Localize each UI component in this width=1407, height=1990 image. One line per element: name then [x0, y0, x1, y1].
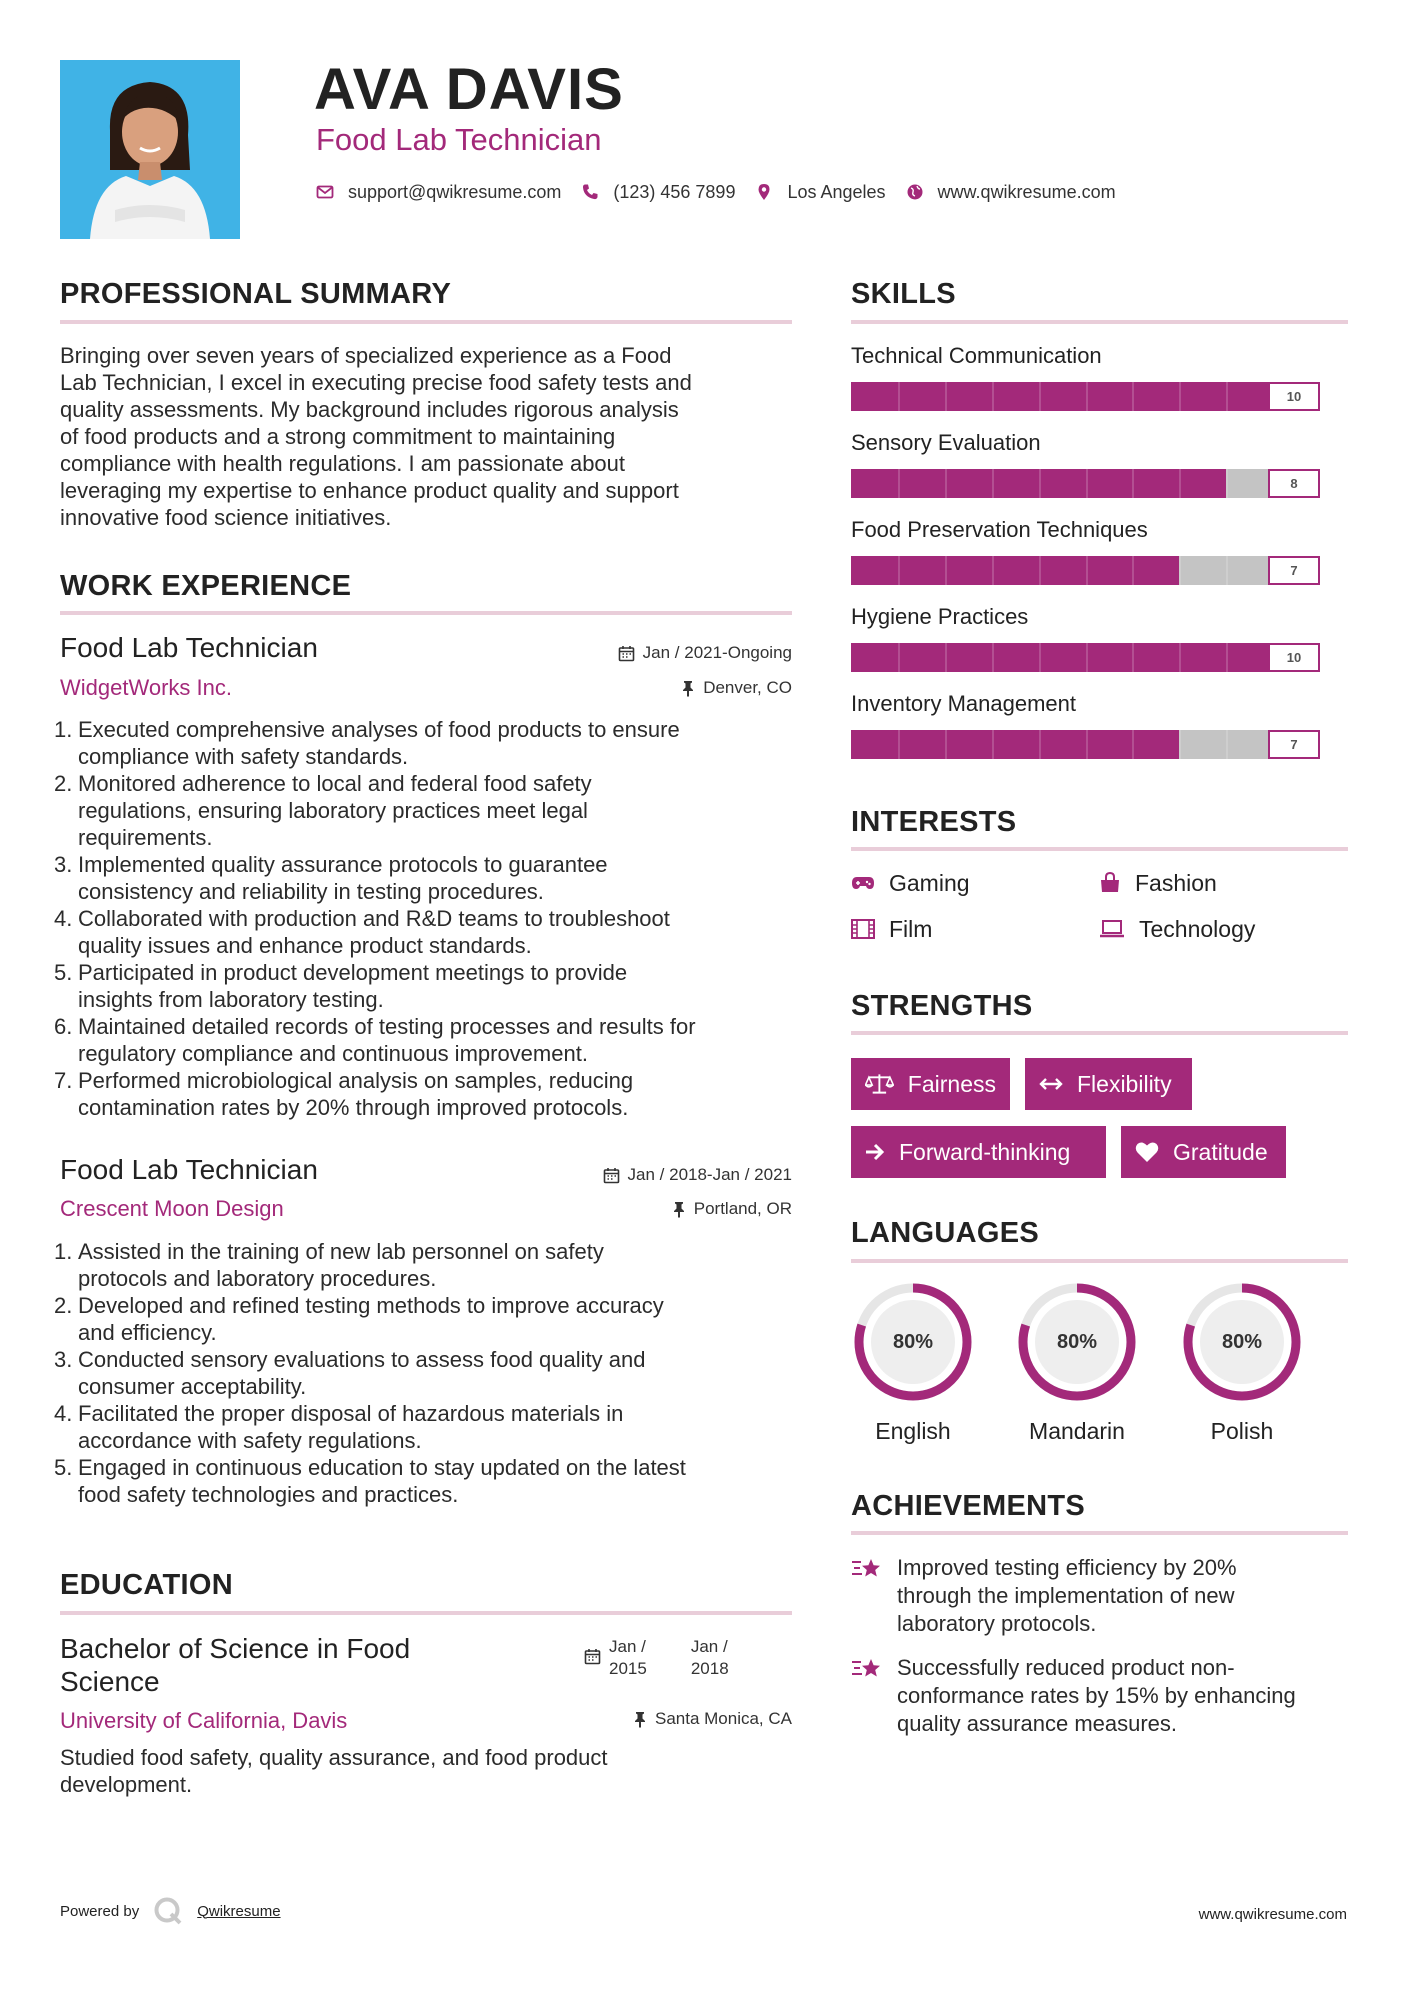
- job-title: Food Lab Technician: [60, 632, 318, 663]
- interest-item: Gaming: [851, 869, 970, 897]
- contact-website-text: www.qwikresume.com: [937, 182, 1116, 202]
- footer-powered-by: [60, 1896, 281, 1926]
- qwikresume-logo-icon: [153, 1896, 183, 1926]
- job-location: [500, 677, 792, 699]
- language-name: English: [875, 1418, 951, 1444]
- summary-line: Bringing over seven years of specialized experience as a Food: [60, 343, 672, 368]
- pushpin-icon: [633, 1711, 647, 1728]
- skill-bar-track: [851, 556, 1320, 585]
- contact-phone[interactable]: [581, 180, 735, 204]
- skill-bar-segment: [1039, 643, 1041, 672]
- profile-photo: [60, 60, 240, 239]
- list-item: Maintained detailed records of testing processes and results for regulatory compliance and continuous improvement.: [78, 1014, 696, 1066]
- phone-icon: [581, 183, 599, 201]
- calendar-icon: [603, 1167, 620, 1184]
- strengths-heading: STRENGTHS: [851, 990, 1033, 1022]
- job-dates-text: Jan / 2018-Jan / 2021: [627, 1165, 792, 1184]
- skill-bar-segment: [1179, 556, 1181, 585]
- skill-name: Food Preservation Techniques: [851, 517, 1148, 542]
- language-name: Polish: [1210, 1418, 1274, 1444]
- balance-scale-icon: [865, 1073, 894, 1095]
- skill-bar-segment: [1086, 643, 1088, 672]
- arrows-horizontal-icon: [1039, 1077, 1063, 1091]
- education-dates: Jan / 2015 Jan / 2018: [584, 1636, 729, 1680]
- achievement-item: Improved testing efficiency by 20% through the implementation of new laboratory protocols.: [851, 1554, 1351, 1638]
- strength-badge: Fairness: [851, 1058, 1010, 1110]
- shooting-star-icon: [851, 1556, 883, 1582]
- strength-badge: Gratitude: [1121, 1126, 1286, 1178]
- powered-by-text: Powered by: [60, 1902, 140, 1920]
- skill-bar-segment: [898, 382, 900, 411]
- skill-bar-segment: [1226, 382, 1228, 411]
- skill-bar-segment: [1132, 469, 1134, 498]
- education-location: Santa Monica, CA: [500, 1708, 792, 1730]
- skill-bar-segment: [898, 469, 900, 498]
- list-item: Engaged in continuous education to stay updated on the latest food safety technologies and practices.: [78, 1455, 686, 1507]
- skill-bar-segment: [1086, 469, 1088, 498]
- language-item: [851, 1280, 975, 1445]
- skill-bar-track: [851, 469, 1320, 498]
- language-percent: 80%: [1056, 1331, 1098, 1353]
- skill-bar-segment: [1226, 643, 1228, 672]
- skills-divider: [851, 320, 1348, 324]
- skill-bar-segment: [1179, 469, 1181, 498]
- job-dates: [500, 642, 792, 664]
- skill-bar-track: [851, 382, 1320, 411]
- list-item: Implemented quality assurance protocols to guarantee consistency and reliability in testing procedures.: [78, 852, 608, 904]
- languages-heading: LANGUAGES: [851, 1217, 1039, 1249]
- summary-divider: [60, 320, 792, 324]
- arrow-right-icon: [865, 1143, 885, 1161]
- skill-bar-segment: [1132, 556, 1134, 585]
- map-marker-icon: [755, 183, 773, 201]
- language-progress-ring: [851, 1280, 975, 1404]
- degree-title: Bachelor of Science in Food Science: [60, 1633, 411, 1697]
- skill-name: Inventory Management: [851, 691, 1077, 716]
- contact-location: [755, 180, 885, 204]
- skill-bar-segment: [992, 469, 994, 498]
- skill-bar-fill: [851, 730, 1179, 759]
- skill-bar-segment: [898, 643, 900, 672]
- language-item: [1180, 1280, 1304, 1445]
- summary-heading: PROFESSIONAL SUMMARY: [60, 278, 452, 310]
- list-item: Developed and refined testing methods to improve accuracy and efficiency.: [78, 1293, 664, 1345]
- calendar-icon: [584, 1648, 601, 1665]
- skill-bar-segment: [1179, 730, 1181, 759]
- skill-bar-segment: [992, 382, 994, 411]
- footer-website[interactable]: www.qwikresume.com: [1198, 1906, 1347, 1923]
- skill-level-badge: 7: [1268, 556, 1320, 585]
- job-location-text: Denver, CO: [703, 678, 792, 697]
- skill-bar-track: [851, 643, 1320, 672]
- skill-bar-segment: [1132, 382, 1134, 411]
- skill-level-badge: 10: [1268, 382, 1320, 411]
- contact-email-text: support@qwikresume.com: [348, 182, 562, 202]
- list-item: Monitored adherence to local and federal food safety regulations, ensuring laboratory practices meet legal requirements.: [78, 771, 592, 850]
- calendar-icon: [618, 645, 635, 662]
- skill-bar-segment: [1086, 730, 1088, 759]
- skill-level-badge: 8: [1268, 469, 1320, 498]
- skill-bar-segment: [1132, 730, 1134, 759]
- skill-bar-segment: [945, 730, 947, 759]
- skill-bar-segment: [992, 730, 994, 759]
- skill-bar-segment: [1039, 382, 1041, 411]
- job-title: Food Lab Technician: [60, 1154, 318, 1185]
- skills-heading: SKILLS: [851, 278, 956, 310]
- gamepad-icon: [851, 874, 875, 892]
- skill-bar-segment: [992, 556, 994, 585]
- list-item: Assisted in the training of new lab personnel on safety protocols and laboratory procedures.: [78, 1239, 604, 1291]
- pushpin-icon: [681, 680, 695, 697]
- language-progress-ring: [1180, 1280, 1304, 1404]
- skill-bar-segment: [1039, 469, 1041, 498]
- skill-bar-segment: [945, 469, 947, 498]
- list-item: Conducted sensory evaluations to assess food quality and consumer acceptability.: [78, 1347, 646, 1399]
- shooting-star-icon: [851, 1656, 883, 1682]
- qwikresume-link[interactable]: Qwikresume: [197, 1902, 281, 1920]
- laptop-icon: [1099, 920, 1125, 938]
- contact-location-text: Los Angeles: [787, 182, 886, 202]
- interest-item: Technology: [1099, 915, 1255, 943]
- list-item: Executed comprehensive analyses of food products to ensure compliance with safety standards.: [78, 717, 680, 769]
- education-description: Studied food safety, quality assurance, and food product development.: [60, 1745, 608, 1797]
- pushpin-icon: [672, 1201, 686, 1218]
- skill-bar-segment: [898, 730, 900, 759]
- list-item: Facilitated the proper disposal of hazardous materials in accordance with safety regulations.: [78, 1401, 624, 1453]
- skill-bar-segment: [1179, 382, 1181, 411]
- list-item: Participated in product development meetings to provide insights from laboratory testing.: [78, 960, 628, 1012]
- skill-bar-fill: [851, 556, 1179, 585]
- language-percent: 80%: [1221, 1331, 1263, 1353]
- interest-item: Film: [851, 915, 932, 943]
- contact-phone-text: (123) 456 7899: [613, 182, 736, 202]
- skill-bar-segment: [945, 643, 947, 672]
- candidate-title: Food Lab Technician: [316, 122, 602, 157]
- achievements-divider: [851, 1531, 1348, 1535]
- job-location: [500, 1198, 792, 1220]
- skill-bar-segment: [1086, 556, 1088, 585]
- job-company: Crescent Moon Design: [60, 1196, 284, 1221]
- skill-bar-segment: [1226, 730, 1228, 759]
- film-icon: [851, 919, 875, 939]
- envelope-icon: [316, 183, 334, 201]
- achievements-heading: ACHIEVEMENTS: [851, 1490, 1086, 1522]
- heart-icon: [1135, 1141, 1159, 1163]
- summary-text: [60, 342, 692, 531]
- skill-bar-segment: [945, 556, 947, 585]
- skill-bar-segment: [1132, 643, 1134, 672]
- candidate-name: AVA DAVIS: [314, 57, 624, 122]
- skill-name: Sensory Evaluation: [851, 430, 1041, 455]
- languages-divider: [851, 1259, 1348, 1263]
- summary-line: of food products and a strong commitment to maintaining: [60, 424, 616, 449]
- language-percent: 80%: [892, 1331, 934, 1353]
- contact-email[interactable]: [316, 180, 561, 204]
- summary-line: quality assessments. My background includes rigorous analysis: [60, 397, 679, 422]
- job-duties-list: [60, 716, 800, 1121]
- education-divider: [60, 1611, 792, 1615]
- education-school: University of California, Davis: [60, 1708, 348, 1733]
- interest-item: Fashion: [1099, 869, 1217, 897]
- interests-divider: [851, 847, 1348, 851]
- skill-bar-segment: [1086, 382, 1088, 411]
- skill-level-badge: 10: [1268, 643, 1320, 672]
- language-progress-ring: [1015, 1280, 1139, 1404]
- summary-line: Lab Technician, I excel in executing precise food safety tests and: [60, 370, 692, 395]
- language-name: Mandarin: [1029, 1418, 1125, 1444]
- skill-bar-segment: [898, 556, 900, 585]
- achievement-item: Successfully reduced product non- conformance rates by 15% by enhancing quality assurance measures.: [851, 1654, 1351, 1738]
- summary-line: innovative food science initiatives.: [60, 505, 392, 530]
- shopping-bag-icon: [1099, 872, 1121, 894]
- globe-icon: [906, 183, 924, 201]
- skill-name: Hygiene Practices: [851, 604, 1029, 629]
- contact-bar: [316, 180, 1136, 204]
- summary-line: leveraging my expertise to enhance product quality and support: [60, 478, 679, 503]
- job-dates-text: Jan / 2021-Ongoing: [642, 643, 792, 662]
- job-location-text: Portland, OR: [693, 1199, 792, 1218]
- skill-bar-segment: [1179, 643, 1181, 672]
- contact-website[interactable]: [906, 180, 1116, 204]
- skill-bar-segment: [1226, 556, 1228, 585]
- job-company: WidgetWorks Inc.: [60, 675, 232, 700]
- skill-bar-segment: [1039, 556, 1041, 585]
- experience-divider: [60, 611, 792, 615]
- skill-bar-segment: [1039, 730, 1041, 759]
- strength-badge: Forward-thinking: [851, 1126, 1106, 1178]
- list-item: Performed microbiological analysis on samples, reducing contamination rates by 20% through improved protocols.: [78, 1068, 634, 1120]
- education-heading: EDUCATION: [60, 1569, 233, 1601]
- interests-heading: INTERESTS: [851, 806, 1017, 838]
- skill-bar-segment: [992, 643, 994, 672]
- job-duties-list: [60, 1238, 800, 1508]
- strength-badge: Flexibility: [1025, 1058, 1192, 1110]
- summary-line: compliance with health regulations. I am passionate about: [60, 451, 626, 476]
- skill-name: Technical Communication: [851, 343, 1102, 368]
- skill-bar-segment: [945, 382, 947, 411]
- skill-bar-track: [851, 730, 1320, 759]
- job-dates: [500, 1164, 792, 1186]
- skill-level-badge: 7: [1268, 730, 1320, 759]
- language-item: [1015, 1280, 1139, 1445]
- strengths-divider: [851, 1031, 1348, 1035]
- list-item: Collaborated with production and R&D teams to troubleshoot quality issues and enhance product standards.: [78, 906, 670, 958]
- experience-heading: WORK EXPERIENCE: [60, 570, 352, 602]
- skill-bar-segment: [1226, 469, 1228, 498]
